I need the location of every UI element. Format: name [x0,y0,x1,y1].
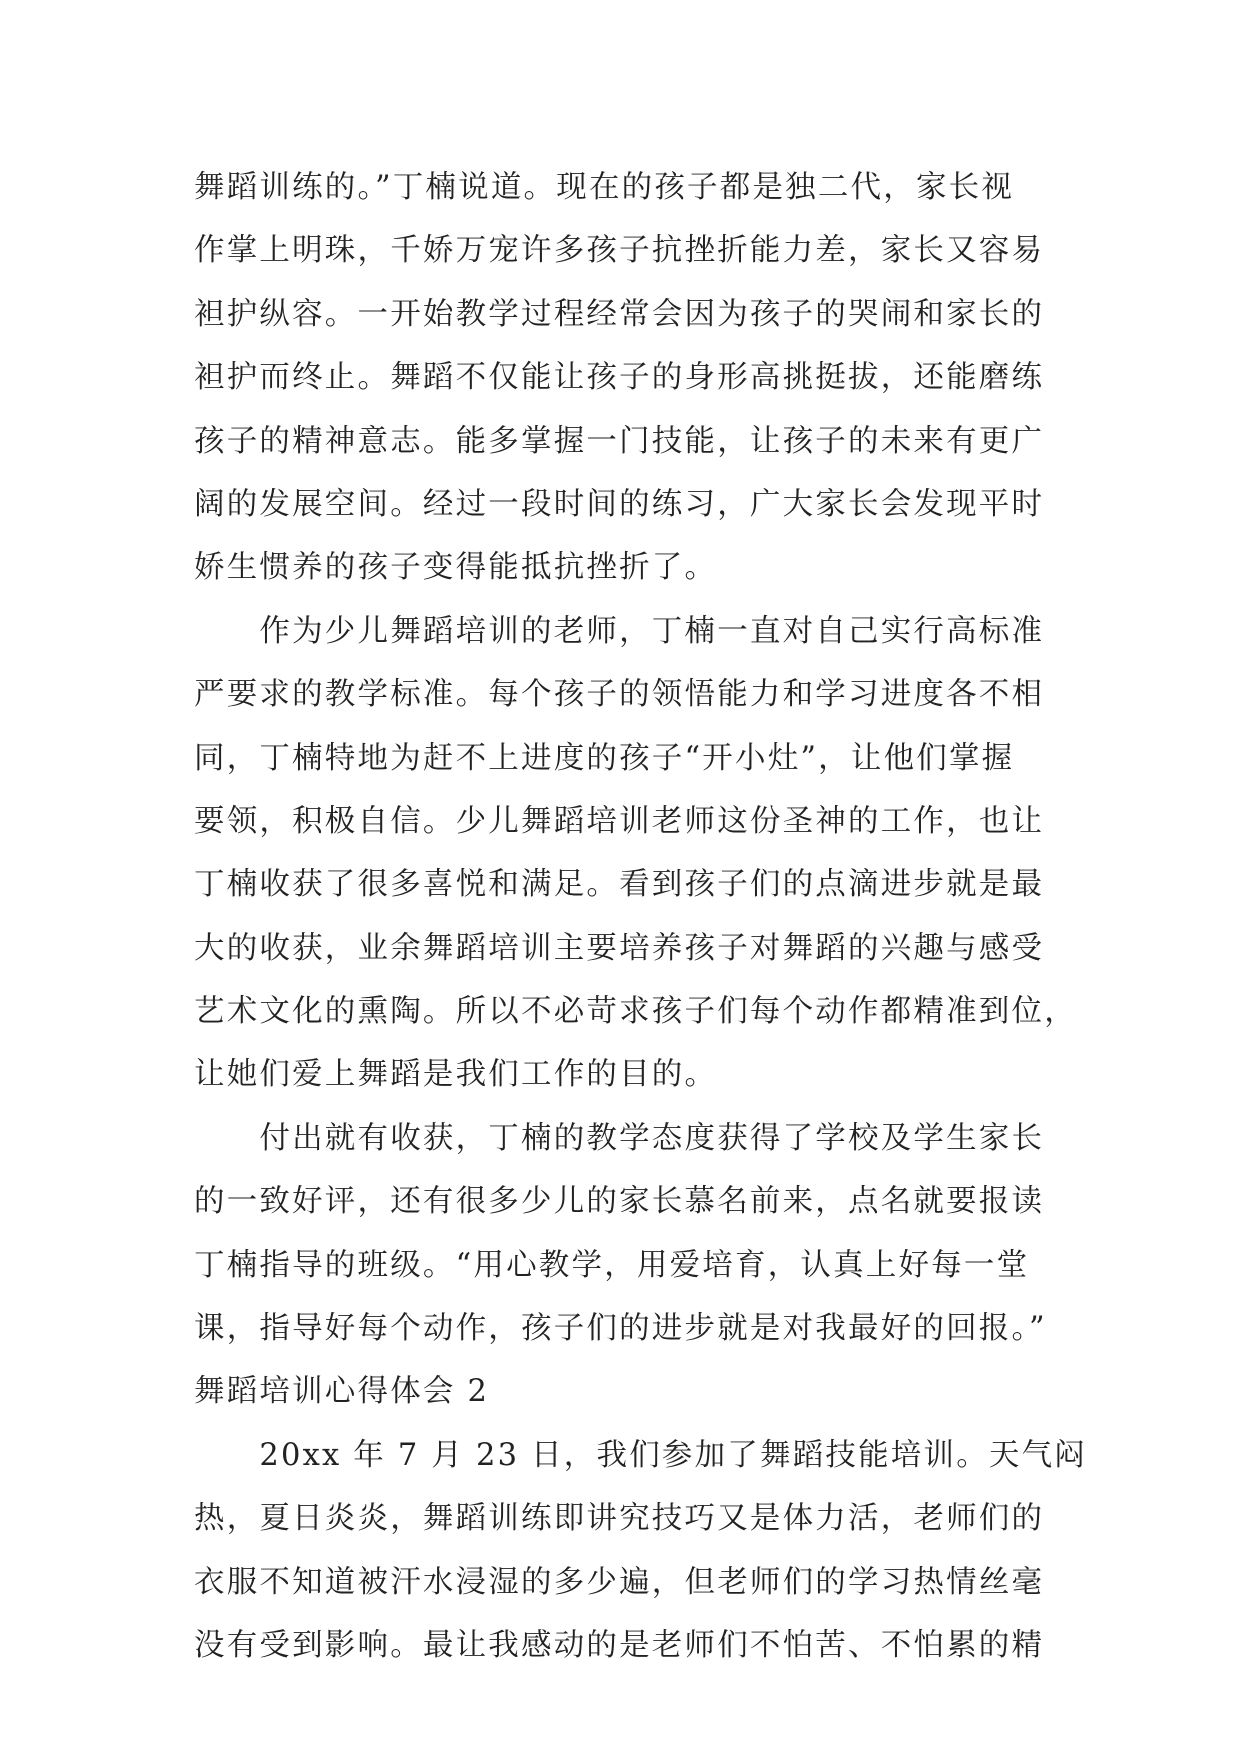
text-line: 衣服不知道被汗水浸湿的多少遍，但老师们的学习热情丝毫 [194,1564,1045,1600]
paragraph-first-line: 付出就有收获，丁楠的教学态度获得了学校及学生家长 [194,1120,1045,1156]
text-line: 要领，积极自信。少儿舞蹈培训老师这份圣神的工作，也让 [194,803,1045,839]
text-line: 艺术文化的熏陶。所以不必苛求孩子们每个动作都精准到位， [194,994,1077,1030]
text-line: 课，指导好每个动作，孩子们的进步就是对我最好的回报。” [194,1311,1047,1347]
section-heading: 舞蹈培训心得体会 2 [194,1374,490,1410]
text-line: 丁楠收获了很多喜悦和满足。看到孩子们的点滴进步就是最 [194,867,1045,903]
text-line: 丁楠指导的班级。“用心教学，用爱培育，认真上好每一堂 [194,1247,1030,1283]
text-line: 袒护纵容。一开始教学过程经常会因为孩子的哭闹和家长的 [194,296,1045,332]
text-line: 严要求的教学标准。每个孩子的领悟能力和学习进度各不相 [194,677,1045,713]
text-line: 袒护而终止。舞蹈不仅能让孩子的身形高挑挺拔，还能磨练 [194,360,1045,396]
text-line: 大的收获，业余舞蹈培训主要培养孩子对舞蹈的兴趣与感受 [194,930,1045,966]
paragraph-first-line: 20xx 年 7 月 23 日，我们参加了舞蹈技能培训。天气闷 [194,1437,1088,1473]
paragraph-first-line: 作为少儿舞蹈培训的老师，丁楠一直对自己实行高标准 [194,613,1045,649]
text-line: 作掌上明珠，千娇万宠许多孩子抗挫折能力差，家长又容易 [194,233,1045,269]
text-line: 娇生惯养的孩子变得能抵抗挫折了。 [194,550,718,586]
text-line: 阔的发展空间。经过一段时间的练习，广大家长会发现平时 [194,486,1045,522]
text-line: 舞蹈训练的。”丁楠说道。现在的孩子都是独二代，家长视 [194,170,1015,205]
text-line: 没有受到影响。最让我感动的是老师们不怕苦、不怕累的精 [194,1627,1045,1663]
document-body [194,156,1088,1677]
text-line: 让她们爱上舞蹈是我们工作的目的。 [194,1057,718,1093]
text-line: 孩子的精神意志。能多掌握一门技能，让孩子的未来有更广 [194,423,1045,459]
text-line: 同，丁楠特地为赶不上进度的孩子“开小灶”，让他们掌握 [194,740,1015,776]
text-line: 热，夏日炎炎，舞蹈训练即讲究技巧又是体力活，老师们的 [194,1501,1045,1537]
text-line: 的一致好评，还有很多少儿的家长慕名前来，点名就要报读 [194,1184,1045,1220]
